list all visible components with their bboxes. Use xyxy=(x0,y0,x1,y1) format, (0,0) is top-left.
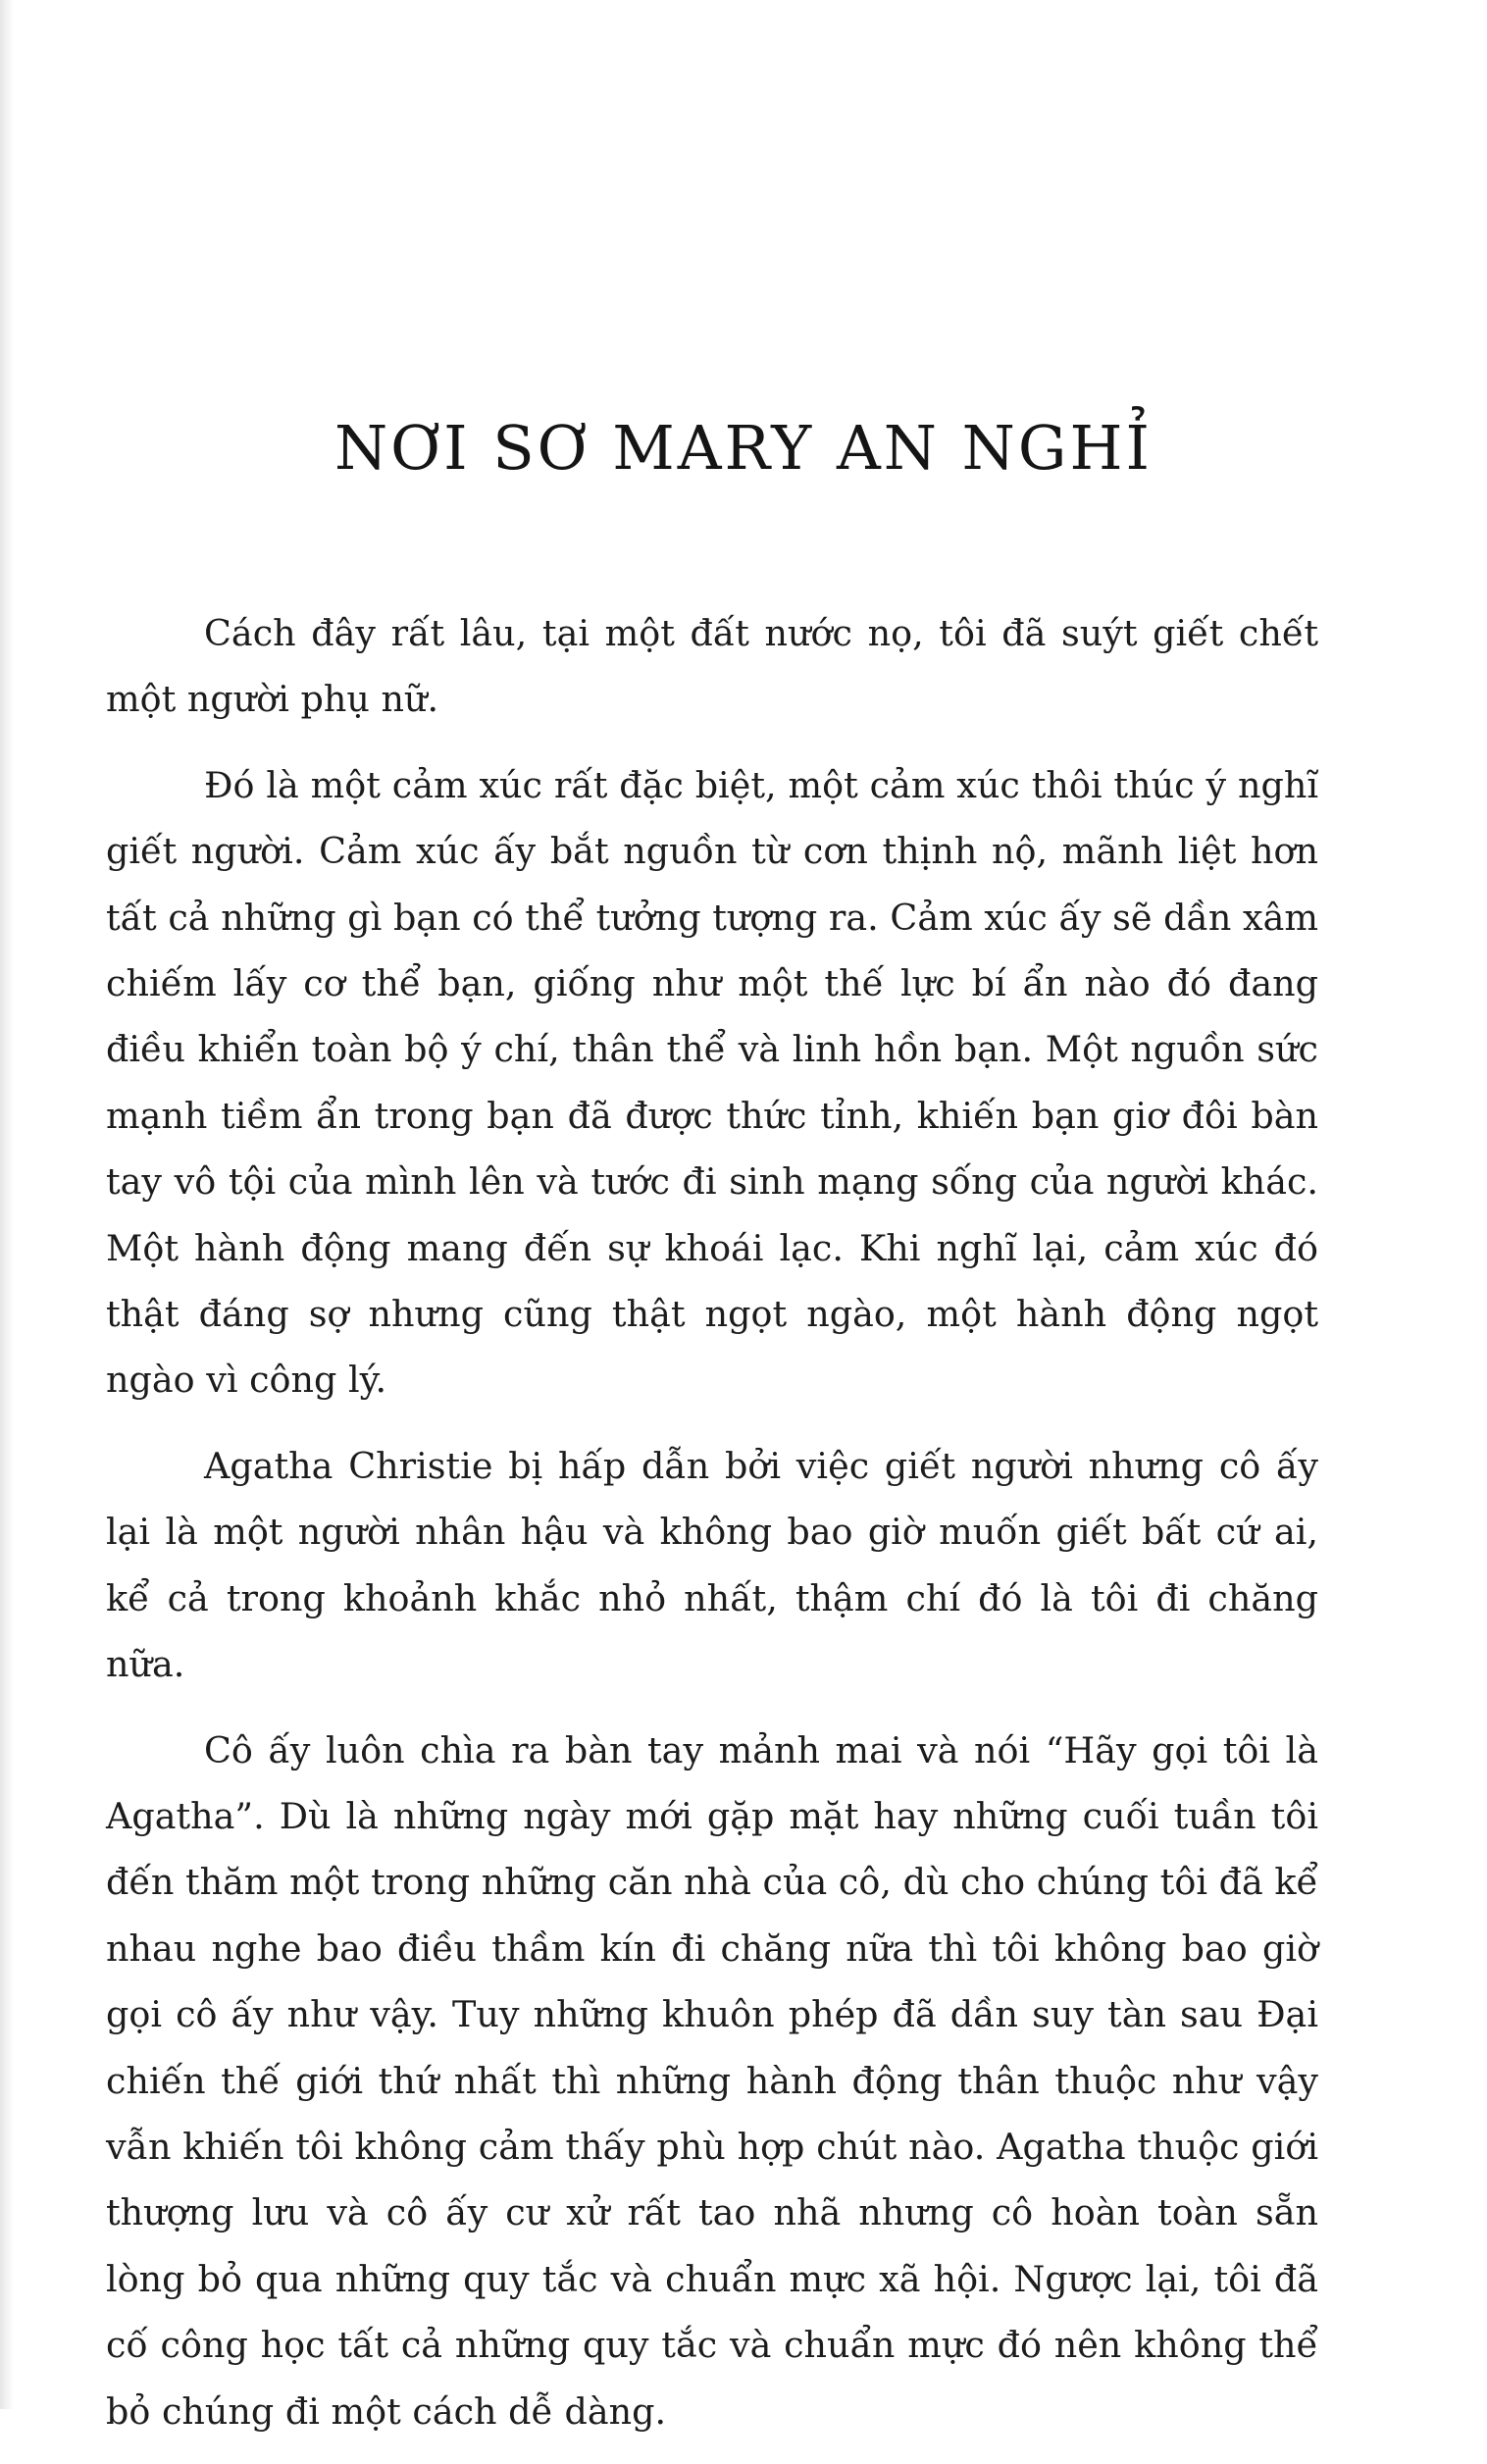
paragraph: Agatha Christie bị hấp dẫn bởi việc giết người nhưng cô ấy lại là một người nhân hậu và không bao giờ muốn giết bất cứ ai, kể cả trong khoảnh khắc nhỏ nhất, thậm chí đó là tôi đi chăng nữa. xyxy=(106,1444,1318,1686)
paragraph: Cách đây rất lâu, tại một đất nước nọ, tôi đã suýt giết chết một người phụ nữ. xyxy=(106,612,1318,721)
paragraph: Đó là một cảm xúc rất đặc biệt, một cảm xúc thôi thúc ý nghĩ giết người. Cảm xúc ấy bắt nguồn từ cơn thịnh nộ, mãnh liệt hơn tất cả những gì bạn có thể tưởng tượng ra. Cảm xúc ấy sẽ dần xâm chiếm lấy cơ thể bạn, giống như một thế lực bí ẩn nào đó đang điều khiển toàn bộ ý chí, thân thể và linh hồn bạn. Một nguồn sức mạnh tiềm ẩn trong bạn đã được thức tỉnh, khiến bạn giơ đôi bàn tay vô tội của mình lên và tước đi sinh mạng sống của người khác. Một hành động mang đến sự khoái lạc. Khi nghĩ lại, cảm xúc đó thật đáng sợ nhưng cũng thật ngọt ngào, một hành động ngọt ngào vì công lý. xyxy=(106,763,1318,1402)
chapter-body xyxy=(106,600,1318,2464)
paragraph: Cô ấy luôn chìa ra bàn tay mảnh mai và nói “Hãy gọi tôi là Agatha”. Dù là những ngày mới gặp mặt hay những cuối tuần tôi đến thăm một trong những căn nhà của cô, dù cho chúng tôi đã kể nhau nghe bao điều thầm kín đi chăng nữa thì tôi không bao giờ gọi cô ấy như vậy. Tuy những khuôn phép đã dần suy tàn sau Đại chiến thế giới thứ nhất thì những hành động thân thuộc như vậy vẫn khiến tôi không cảm thấy phù hợp chút nào. Agatha thuộc giới thượng lưu và cô ấy cư xử rất tao nhã nhưng cô hoàn toàn sẵn lòng bỏ qua những quy tắc và chuẩn mực xã hội. Ngược lại, tôi đã cố công học tất cả những quy tắc và chuẩn mực đó nên không thể bỏ chúng đi một cách dễ dàng. xyxy=(106,1728,1318,2433)
page-edge-shadow xyxy=(0,0,14,2409)
chapter-title: NƠI SƠ MARY AN NGHỈ xyxy=(333,412,1154,484)
